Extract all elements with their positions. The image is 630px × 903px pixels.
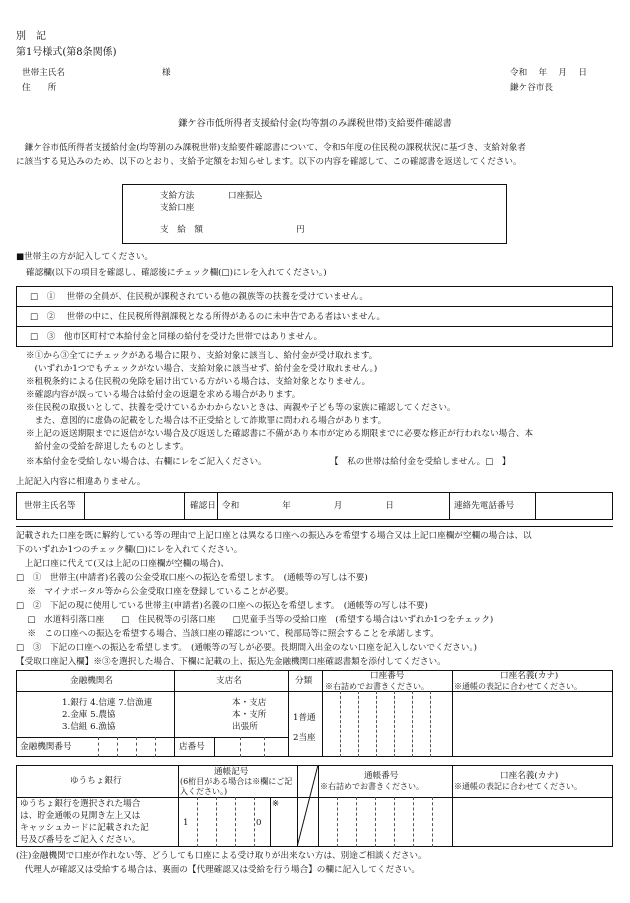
section1-heading: ■世帯主の方が記入してください。	[16, 252, 154, 262]
branch-type-3: 出張所	[232, 722, 258, 732]
decline-checkbox[interactable]: 【 私の世帯は給付金を受給しません。□ 】	[330, 457, 511, 467]
branch-header: 支店名	[216, 676, 242, 686]
holder-header-note: ※通帳の表記に合わせてください。	[454, 682, 582, 691]
payment-method-label: 支給方法	[160, 191, 195, 201]
s2-option-2-note: ※ この口座への振込を希望する場合、当該口座の確認について、税部局等に照会することを承諾します。	[16, 629, 439, 639]
yucho-slash	[297, 765, 318, 847]
bank-code-label: 金融機関番号	[20, 742, 72, 752]
yucho-number-header: 通帳番号	[364, 771, 399, 781]
footer-note-2: 代理人が確認又は受給する場合は、裏面の【代理確認又は受給を行う場合】の欄に記入してください。	[16, 865, 420, 875]
confirm-date-label: 確認日	[190, 501, 216, 511]
yucho-note-3: キャッシュカードに記載された記	[20, 823, 149, 833]
account-header: 口座番号	[370, 671, 405, 681]
issuer: 鎌ケ谷市長	[510, 83, 553, 93]
account-holder-field[interactable]	[453, 692, 612, 756]
s2-option-1-note: ※ マイナポータル等から公金受取口座を登録していることが必要。	[16, 587, 294, 597]
account-header-note: ※右詰めでお書きください。	[325, 682, 429, 691]
yucho-star: ※	[272, 799, 280, 809]
form-number: 第1号様式(第8条関係)	[16, 47, 117, 58]
s2-option-2-sub[interactable]: □ 水道料引落口座 □ 住民税等の引落口座 □児童手当等の受給口座 (希望する場合はいずれか1つをチェック)	[16, 615, 494, 625]
bank-type-2: 2.金庫 5.農協	[62, 710, 116, 720]
honorific: 様	[162, 68, 171, 78]
note-5: ※住民税の取扱いとして、扶養を受けているかわからないときは、両親や子ども等の家族に確認してください。	[26, 403, 456, 413]
bank-name-header: 金融機関名	[70, 676, 113, 686]
confirm-phone-label: 連絡先電話番号	[454, 501, 515, 511]
bank-type-3: 3.信組 6.漁協	[62, 722, 116, 732]
note-7: ※上記の返送期限までに返信がない場合及び返送した確認書に不備があり本市が定める期限までに必要な修正が行われない場合、本	[26, 429, 534, 439]
intro-line-2: に該当する見込みのため、以下のとおり、支給予定額をお知らせします。以下の内容を確認して、この確認書を返送してください。	[16, 157, 522, 167]
note-8: 給付金の受給を辞退したものとします。	[26, 442, 189, 452]
account-type-2[interactable]: 2当座	[293, 733, 316, 743]
yucho-holder-field[interactable]	[453, 798, 612, 846]
annex-label: 別 記	[16, 31, 46, 42]
householder-label: 世帯主氏名	[22, 68, 65, 78]
check-item-3[interactable]: □ ③ 他市区町村で本給付金と同様の給付を受けた世帯ではありません。	[30, 332, 323, 342]
yucho-bank-name: ゆうちょ銀行	[70, 776, 122, 786]
payment-method-value: 口座振込	[228, 191, 263, 201]
yucho-digit-first: 1	[183, 818, 189, 828]
check-item-1[interactable]: □ ① 世帯の全員が、住民税が課税されている他の親族等の扶養を受けていません。	[30, 292, 368, 302]
document-title: 鎌ケ谷市低所得者支援給付金(均等割のみ課税世帯)支給要件確認書	[178, 118, 452, 129]
s2-account-heading: 【受取口座記入欄】※③を選択した場合、下欄に記載の上、振込先金融機関口座確認書類を添付してください。	[16, 657, 446, 667]
address-label: 住 所	[22, 83, 57, 93]
note-4: ※確認内容が誤っている場合は給付金の返還を求める場合があります。	[26, 390, 301, 400]
confirm-phone-field[interactable]	[536, 494, 612, 518]
issue-date: 令和 年 月 日	[510, 68, 587, 78]
s2-option-3[interactable]: □ ③ 下記の口座への振込を希望します。 (通帳等の写しが必要。長期間入出金のない口座を記入しないでください。)	[16, 643, 478, 653]
payment-amount-label: 支 給 額	[160, 225, 203, 235]
yucho-number-field[interactable]	[319, 798, 451, 846]
yucho-symbol-header: 通帳記号	[214, 767, 249, 777]
payment-account-label: 支給口座	[160, 203, 195, 213]
branch-type-1: 本・支店	[232, 698, 267, 708]
footer-note-1: (注)金融機関で口座が作れない等、どうしても口座による受け取りが出来ない方は、別途ご相談ください。	[16, 851, 427, 861]
yucho-note-4: 号及び番号をご記入ください。	[20, 835, 141, 845]
branch-type-2: 本・支所	[232, 710, 267, 720]
yucho-number-note: ※右詰めでお書きください。	[320, 782, 424, 791]
yucho-holder-header: 口座名義(カナ)	[500, 771, 559, 781]
note-1: ※①から③全てにチェックがある場合に限り、支給対象に該当し、給付金が受け取れます。	[26, 351, 378, 361]
note-2: (いずれか1つでもチェックがない場合、支給対象に該当せず、給付金を受け取れません。)	[26, 364, 378, 374]
s2-line-2: 下のいずれか1つのチェック欄(□)にレを入れてください。	[16, 545, 243, 555]
intro-line-1: 鎌ケ谷市低所得者支援給付金(均等割のみ課税世帯)支給要件確認書について、令和5年度の住民税の課税状況に基づき、支給対象者	[16, 143, 526, 153]
check-item-2[interactable]: □ ② 世帯の中に、住民税所得割課税となる所得があるのに未申告である者はいません。	[30, 312, 386, 322]
yucho-symbol-note: (6桁目がある場合は※欄にご記入ください。)	[180, 777, 293, 796]
note-3: ※租税条約による住民税の免除を届け出ている方がいる場合は、支給対象となりません。	[26, 377, 371, 387]
decline-note: ※本給付金を受給しない場合は、右欄にレをご記入ください。	[26, 457, 267, 467]
section1-instruction: 確認欄(以下の項目を確認し、確認後にチェック欄(□)にレを入れてください。)	[26, 268, 327, 278]
yucho-digit-fixed: 0	[256, 818, 262, 828]
yucho-note-2: は、貯金通帳の見開き左上又は	[20, 811, 141, 821]
account-number-field[interactable]	[323, 692, 451, 756]
s2-line-3: 上記口座に代えて(又は上記の口座欄が空欄の場合)、	[16, 559, 229, 569]
s2-line-1: 記載された口座を既に解約している等の理由で上記口座とは異なる口座への振込みを希望する場合又は上記口座欄が空欄の場合は、以	[16, 531, 532, 541]
confirm-name-label: 世帯主氏名等	[24, 501, 76, 511]
branch-code-label: 店番号	[179, 742, 205, 752]
note-6: また、意図的に虚偽の記載をした場合は不正受給として詐欺罪に問われる場合があります。	[26, 416, 387, 426]
payment-amount-unit: 円	[296, 225, 305, 235]
s2-option-2[interactable]: □ ② 下記の現に使用している世帯主(申請者)名義の口座への振込を希望します。 (通帳等の写しは不要)	[16, 601, 428, 611]
confirm-date-field[interactable]: 令和 年 月 日	[222, 501, 394, 511]
yucho-holder-note: ※通帳の表記に合わせてください。	[454, 782, 582, 791]
type-header: 分類	[295, 676, 313, 686]
confirm-text: 上記記入内容に相違ありません。	[16, 477, 146, 487]
holder-header: 口座名義(カナ)	[500, 671, 559, 681]
s2-option-1[interactable]: □ ① 世帯主(申請者)名義の公金受取口座への振込を希望します。 (通帳等の写しは不要)	[16, 573, 368, 583]
bank-type-1: 1.銀行 4.信連 7.信漁連	[62, 698, 153, 708]
account-type-1[interactable]: 1普通	[293, 713, 316, 723]
yucho-note-1: ゆうちょ銀行を選択された場合	[20, 799, 141, 809]
